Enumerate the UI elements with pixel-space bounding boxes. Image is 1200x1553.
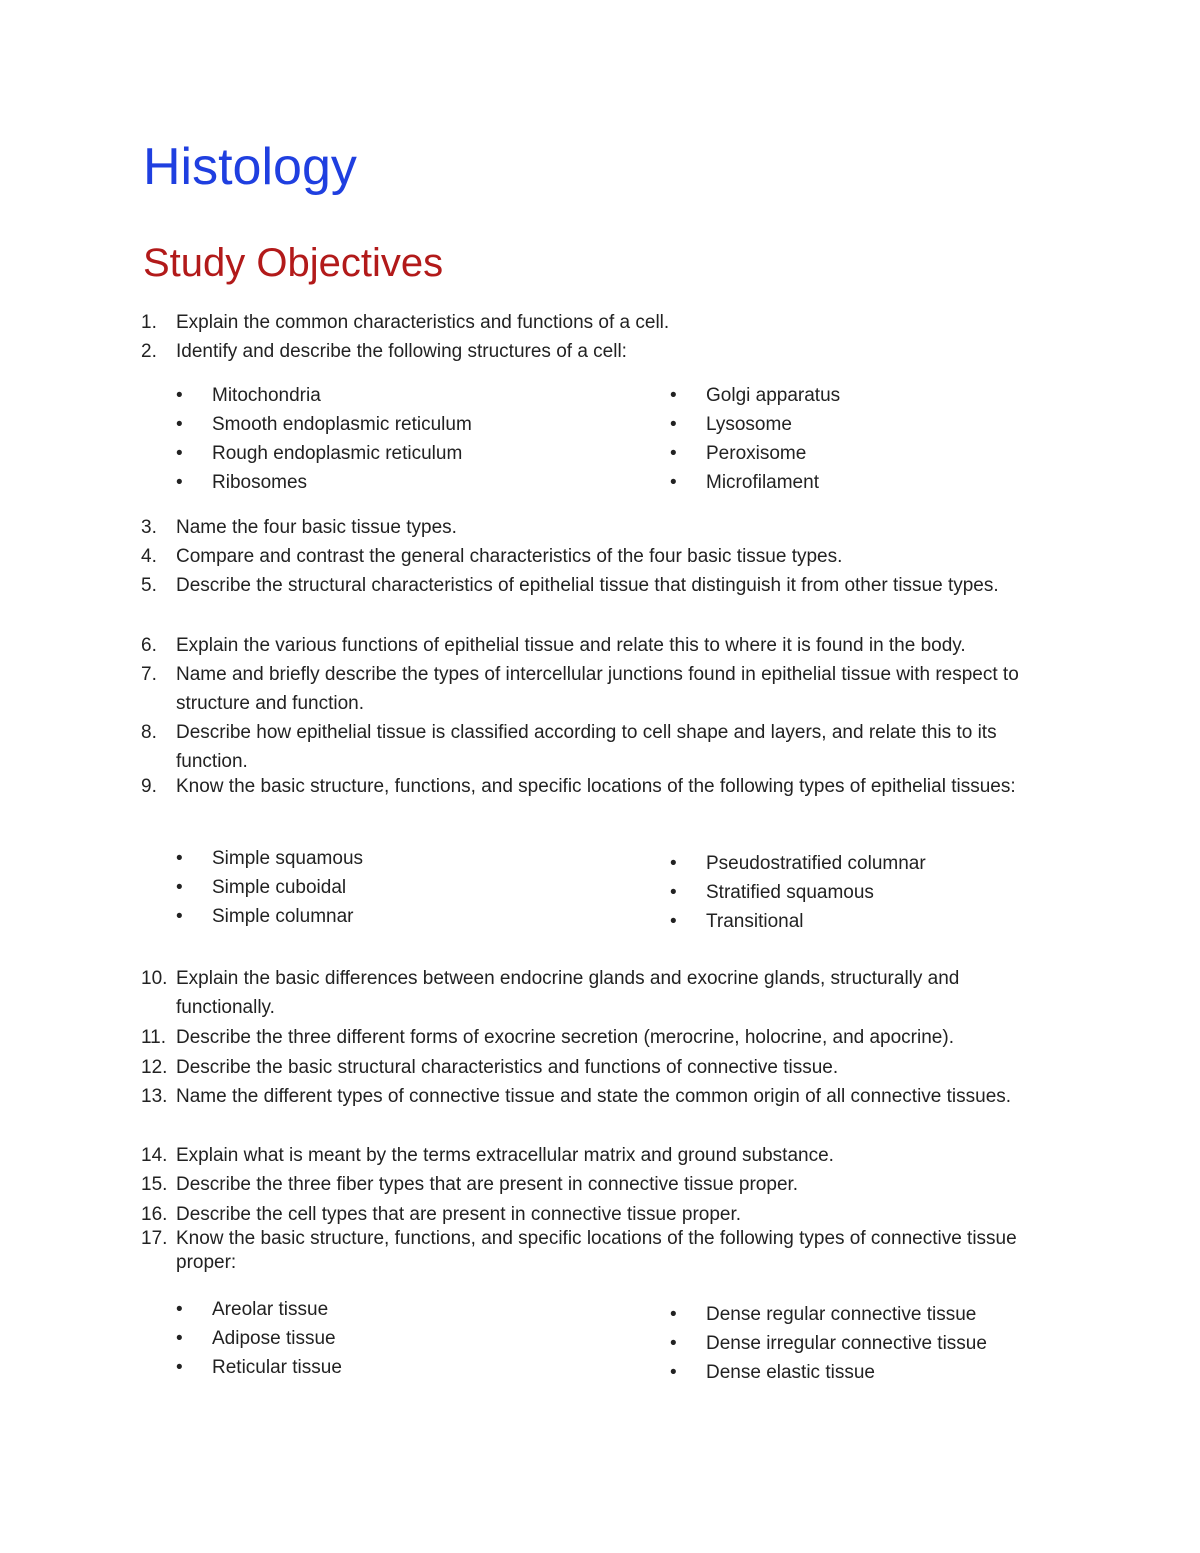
objective-number: 11. [141, 1027, 167, 1048]
bullet-icon: • [176, 1328, 183, 1349]
objective-text: Describe the cell types that are present in connective tissue proper. [176, 1204, 742, 1225]
bullet-icon: • [176, 906, 183, 927]
objective-number: 1. [141, 312, 157, 333]
bullet-icon: • [670, 472, 677, 493]
objective-number: 16. [141, 1204, 168, 1225]
objective-text: Know the basic structure, functions, and specific locations of the following types of epithelial tissues: [176, 776, 1016, 797]
objective-text: Name the four basic tissue types. [176, 517, 457, 538]
objective-text: Explain the various functions of epithelial tissue and relate this to where it is found in the body. [176, 635, 966, 656]
document-title: Histology [143, 138, 357, 196]
bullet-icon: • [176, 443, 183, 464]
objective-text: Know the basic structure, functions, and specific locations of the following types of connective tissue proper: [176, 1228, 1017, 1273]
objective-number: 7. [141, 664, 157, 685]
objective-number: 13. [141, 1086, 168, 1107]
bullet-icon: • [670, 853, 677, 874]
bullet-icon: • [176, 877, 183, 898]
objective-text: Name the different types of connective tissue and state the common origin of all connective tissues. [176, 1086, 1012, 1107]
objective-text: Explain what is meant by the terms extracellular matrix and ground substance. [176, 1145, 834, 1166]
objective-number: 10. [141, 968, 168, 989]
objective-text: Compare and contrast the general characteristics of the four basic tissue types. [176, 546, 843, 567]
objective-text: Describe the structural characteristics of epithelial tissue that distinguish it from other tissue types. [176, 575, 999, 596]
section-heading: Study Objectives [143, 241, 444, 285]
bullet-icon: • [670, 882, 677, 903]
objective-text: Identify and describe the following structures of a cell: [176, 341, 627, 362]
objective-number: 5. [141, 575, 157, 596]
bullet-icon: • [670, 1304, 677, 1325]
bullet-icon: • [176, 414, 183, 435]
bullet-icon: • [670, 385, 677, 406]
bullet-icon: • [670, 911, 677, 932]
objective-text: Name and briefly describe the types of intercellular junctions found in epithelial tissue with respect to structure and function. [176, 664, 1019, 714]
objective-text: Describe the three fiber types that are present in connective tissue proper. [176, 1174, 799, 1195]
bullet-icon: • [176, 1299, 183, 1320]
objective-number: 4. [141, 546, 157, 567]
objective-text: Describe how epithelial tissue is classified according to cell shape and layers, and relate this to its function. [176, 722, 997, 772]
bullet-icon: • [176, 472, 183, 493]
bullet-icon: • [176, 385, 183, 406]
objective-number: 17. [141, 1228, 168, 1249]
bullet-icon: • [670, 1362, 677, 1383]
objective-number: 14. [141, 1145, 168, 1166]
objective-number: 2. [141, 341, 157, 362]
objective-number: 15. [141, 1174, 168, 1195]
objective-text: Explain the basic differences between endocrine glands and exocrine glands, structurally and functionally. [176, 968, 960, 1018]
objective-number: 9. [141, 776, 157, 797]
bullet-icon: • [670, 1333, 677, 1354]
objective-text: Explain the common characteristics and functions of a cell. [176, 312, 670, 333]
objective-number: 8. [141, 722, 157, 743]
objective-text: Describe the three different forms of exocrine secretion (merocrine, holocrine, and apocrine). [176, 1027, 954, 1048]
bullet-icon: • [670, 443, 677, 464]
objective-text: Describe the basic structural characteristics and functions of connective tissue. [176, 1057, 839, 1078]
bullet-icon: • [176, 1357, 183, 1378]
bullet-icon: • [176, 848, 183, 869]
bullet-icon: • [670, 414, 677, 435]
objective-number: 6. [141, 635, 157, 656]
objective-number: 12. [141, 1057, 168, 1078]
objective-number: 3. [141, 517, 157, 538]
